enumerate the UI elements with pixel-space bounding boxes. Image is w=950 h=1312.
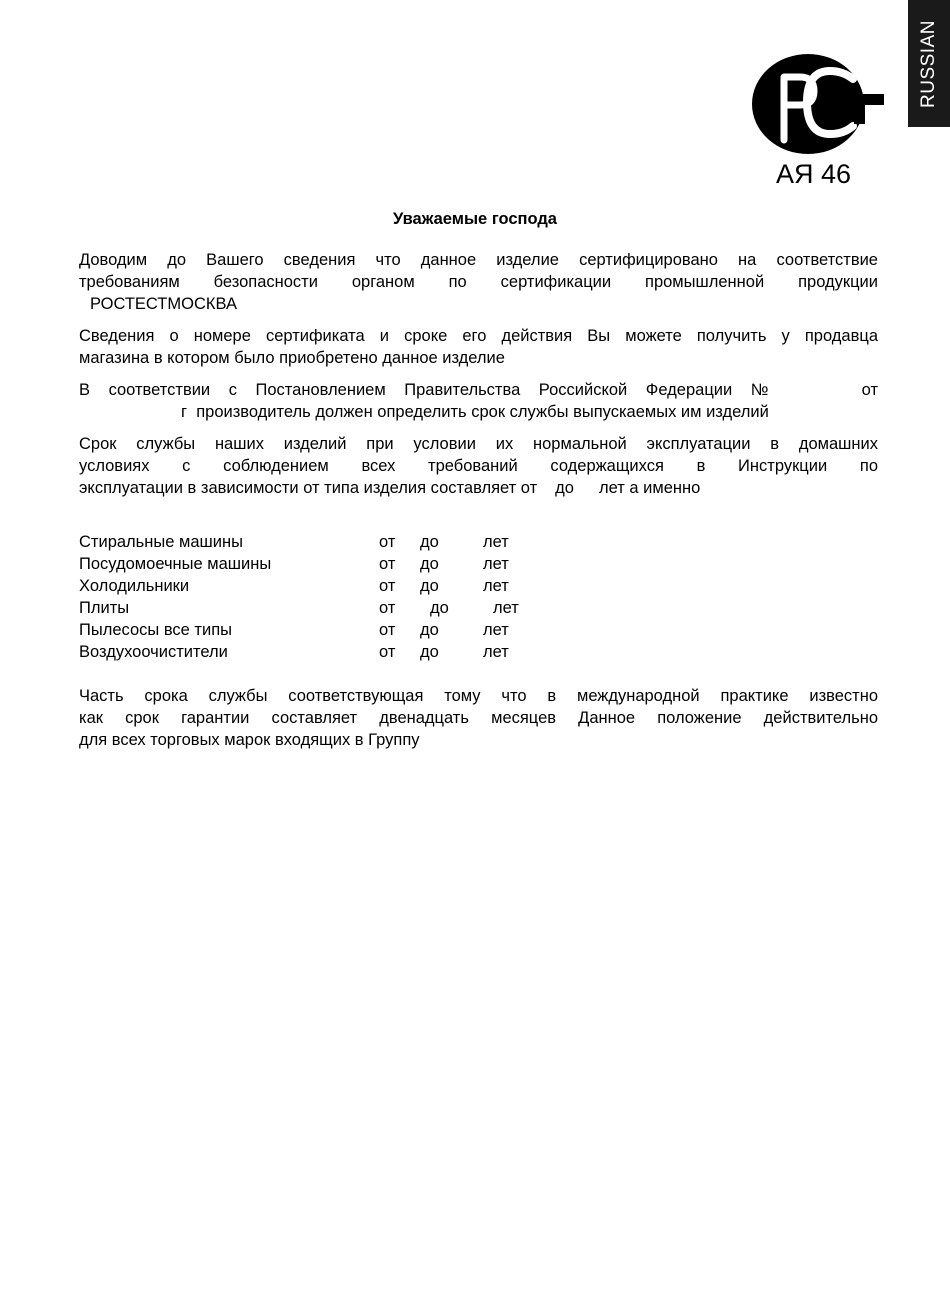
regulation-text: В соответствии с Постановлением Правительства Российской Федерации № [79, 381, 783, 399]
service-life-text: эксплуатации в зависимости от типа изделия составляет от [79, 479, 538, 497]
paragraph-line: для всех торговых марок входящих в Группу [79, 731, 420, 749]
certification-body-name: РОСТЕСТМОСКВА [90, 295, 237, 313]
product-years: лет [493, 599, 519, 617]
table-row [79, 597, 519, 619]
table-row [79, 641, 519, 663]
paragraph-line: как срок гарантии составляет двенадцать месяцев Данное положение действительно [79, 709, 878, 727]
paragraph-line [79, 379, 878, 401]
table-row [79, 553, 519, 575]
product-to: до [420, 643, 439, 661]
service-life-end: лет а именно [598, 479, 701, 497]
certification-code: АЯ 46 [776, 159, 852, 189]
product-from: от [379, 643, 396, 661]
product-name: Посудомоечные машины [79, 555, 272, 573]
paragraph-line: условиях с соблюдением всех требований содержащихся в Инструкции по [79, 457, 878, 475]
product-from: от [379, 533, 396, 551]
service-life-table [79, 531, 519, 663]
paragraph-certification [79, 249, 878, 315]
product-to: до [420, 533, 439, 551]
language-tab [908, 0, 950, 127]
paragraph-line: Сведения о номере сертификата и сроке его действия Вы можете получить у продавца [79, 327, 878, 345]
letter-greeting: Уважаемые господа [392, 210, 557, 228]
product-years: лет [483, 621, 509, 639]
product-name: Холодильники [79, 577, 190, 595]
paragraph-line: Часть срока службы соответствующая тому что в международной практике известно [79, 687, 878, 705]
paragraph-line [79, 477, 878, 499]
product-name: Стиральные машины [79, 533, 243, 551]
product-years: лет [483, 577, 509, 595]
paragraph-warranty [79, 685, 878, 751]
product-from: от [379, 555, 396, 573]
product-from: от [379, 599, 396, 617]
language-label: RUSSIAN [918, 19, 939, 108]
product-name: Пылесосы все типы [79, 621, 232, 639]
product-name: Плиты [79, 599, 130, 617]
table-row [79, 575, 519, 597]
product-from: от [379, 577, 396, 595]
regulation-text-rest: производитель должен определить срок службы выпускаемых им изделий [196, 403, 769, 421]
regulation-date-from: от [861, 381, 878, 399]
product-to: до [420, 577, 439, 595]
paragraph-line: магазина в котором было приобретено данное изделие [79, 349, 505, 367]
regulation-year-mark: г [181, 403, 188, 421]
paragraph-line: Срок службы наших изделий при условии их нормальной эксплуатации в домашних [79, 435, 878, 453]
paragraph-line: требованиям безопасности органом по сертификации промышленной продукции [79, 273, 878, 291]
table-row [79, 619, 519, 641]
paragraph-regulation [79, 379, 878, 423]
product-years: лет [483, 555, 509, 573]
product-name: Воздухоочистители [79, 643, 228, 661]
product-to: до [420, 621, 439, 639]
product-years: лет [483, 643, 509, 661]
product-years: лет [483, 533, 509, 551]
product-from: от [379, 621, 396, 639]
table-row [79, 531, 519, 553]
product-to: до [430, 599, 449, 617]
paragraph-certificate-info [79, 325, 878, 369]
service-life-to: до [555, 479, 574, 497]
paragraph-line [79, 401, 878, 423]
product-to: до [420, 555, 439, 573]
paragraph-service-life [79, 433, 878, 499]
paragraph-line: Доводим до Вашего сведения что данное изделие сертифицировано на соответствие [79, 251, 878, 269]
